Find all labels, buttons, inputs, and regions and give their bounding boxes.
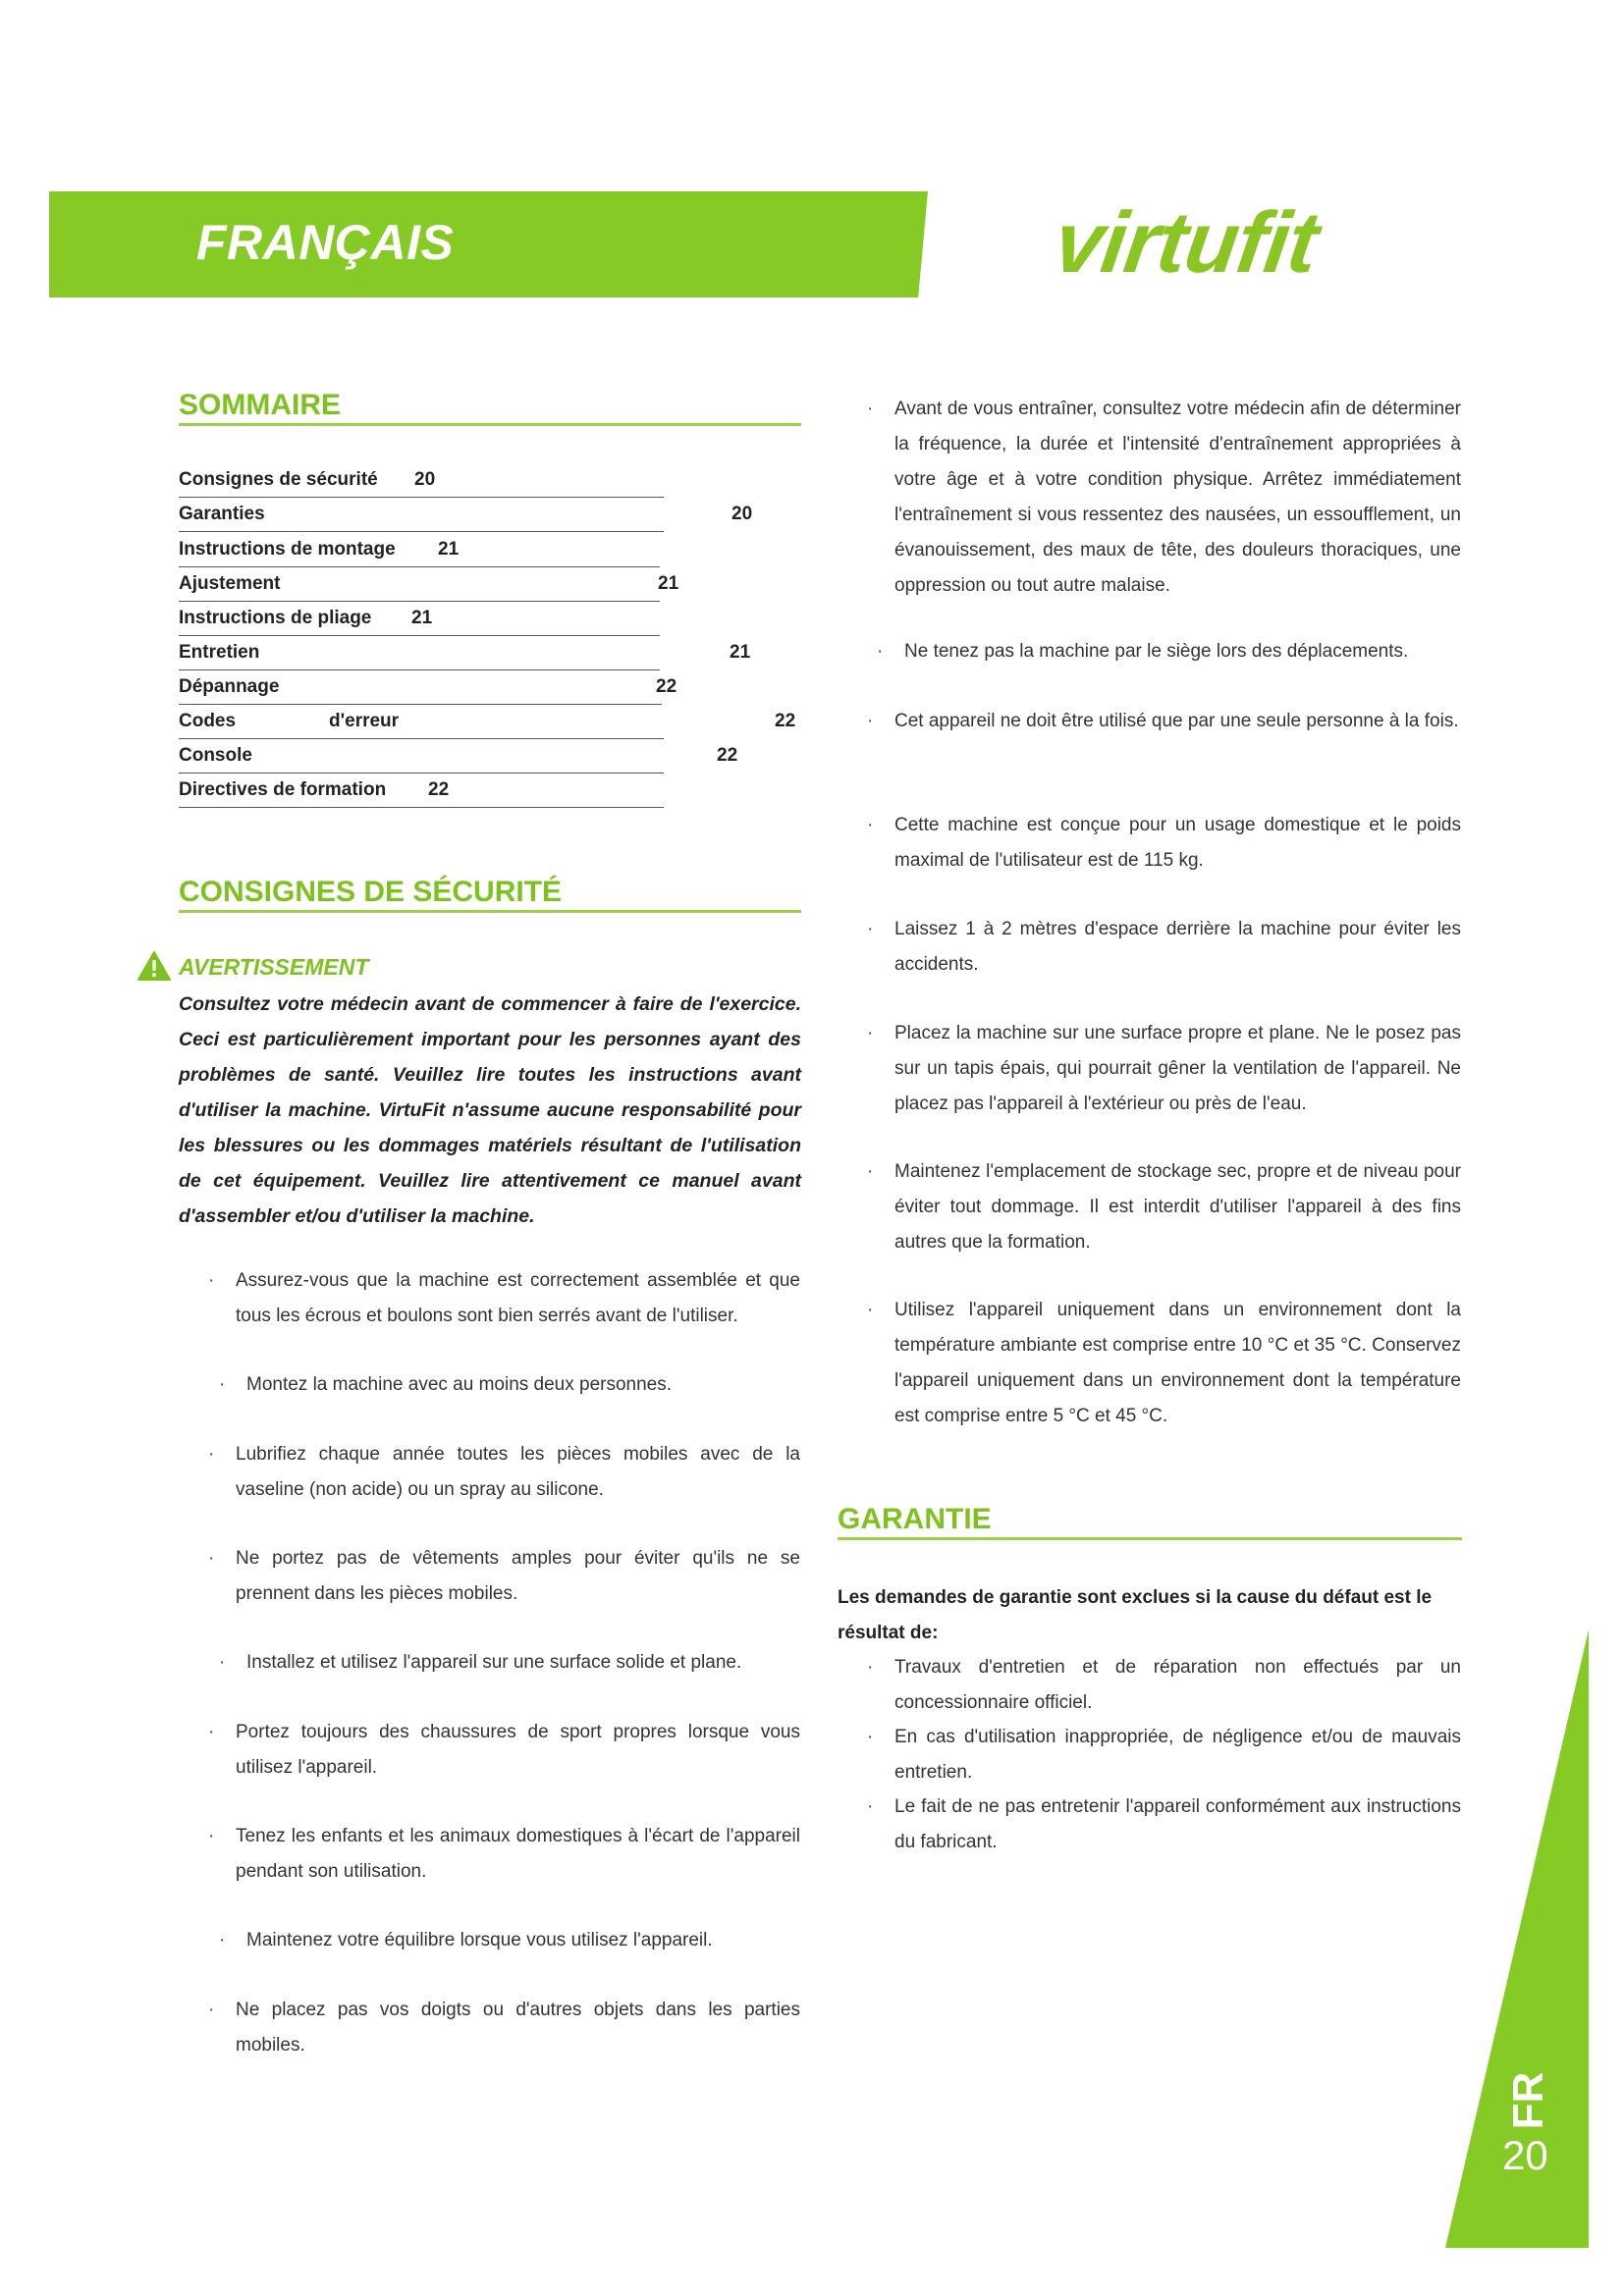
safety-bullet: · Ne portez pas de vêtements amples pour éviter qu'ils ne se prennent dans les pièces mobiles. [208,1548,800,1604]
toc-heading-rule [179,423,801,426]
warning-text: Consultez votre médecin avant de commencer à faire de l'exercice. Ceci est particulièrement important pour les personnes ayant des problèmes de santé. Veuillez lire toutes les instructions avant d'utiliser la machine. VirtuFit n'assume aucune responsabilité pour les blessures ou les dommages matériels résultant de l'utilisation de cet équipement. Veuillez lire attentivement ce manuel avant d'assembler et/ou d'utiliser la machine. [179,993,801,1227]
language-code: FR [1504,2071,1552,2130]
safety-bullet: · Maintenez l'emplacement de stockage sec, propre et de niveau pour éviter tout dommage. Il est interdit d'utiliser l'appareil à des fins autres que la formation. [867,1161,1461,1253]
safety-bullet: · Ne placez pas vos doigts ou d'autres objets dans les parties mobiles. [208,2000,800,2056]
warranty-heading: GARANTIE [838,1503,992,1535]
warranty-bullet: · Travaux d'entretien et de réparation non effectués par un concessionnaire officiel. [867,1657,1461,1713]
warranty-bullet: · En cas d'utilisation inappropriée, de négligence et/ou de mauvais entretien. [867,1727,1461,1783]
safety-bullet: · Avant de vous entraîner, consultez votre médecin afin de déterminer la fréquence, la durée et l'intensité d'entraînement appropriées à votre âge et à votre condition physique. Arrêtez immédiatement l'entraînement si vous ressentez des nausées, un essoufflement, un évanouissement, des maux de tête, des douleurs thoraciques, une oppression ou tout autre malaise. [867,399,1461,596]
brand-logo: virtufit [1049,193,1324,291]
safety-bullet: · Placez la machine sur une surface propre et plane. Ne le posez pas sur un tapis épais, qui pourrait gêner la ventilation de l'appareil. Ne placez pas l'appareil à l'extérieur ou près de l'eau. [867,1023,1461,1114]
safety-bullet: · Cette machine est conçue pour un usage domestique et le poids maximal de l'utilisateur est de 115 kg. [867,815,1461,871]
safety-bullet: · Maintenez votre équilibre lorsque vous utilisez l'appareil. [219,1930,713,1950]
safety-bullet: · Tenez les enfants et les animaux domestiques à l'écart de l'appareil pendant son utilisation. [208,1826,800,1882]
safety-heading: CONSIGNES DE SÉCURITÉ [179,876,563,908]
safety-bullet: · Ne tenez pas la machine par le siège lors des déplacements. [877,641,1409,662]
safety-bullet: · Installez et utilisez l'appareil sur une surface solide et plane. [219,1652,742,1673]
safety-bullet: · Lubrifiez chaque année toutes les pièces mobiles avec de la vaseline (non acide) ou un spray au silicone. [208,1444,800,1500]
warranty-intro: Les demandes de garantie sont exclues si la cause du défaut est le résultat de: [838,1587,1433,1643]
safety-bullet: · Portez toujours des chaussures de sport propres lorsque vous utilisez l'appareil. [208,1722,800,1778]
safety-bullet: · Laissez 1 à 2 mètres d'espace derrière la machine pour éviter les accidents. [867,919,1461,975]
safety-bullet: · Assurez-vous que la machine est correctement assemblée et que tous les écrous et boulons sont bien serrés avant de l'utiliser. [208,1270,800,1326]
warranty-heading-rule [838,1537,1462,1540]
safety-bullet: · Utilisez l'appareil uniquement dans un environnement dont la température ambiante est comprise entre 10 °C et 35 °C. Conservez l'appareil uniquement dans un environnement dont la température est comprise entre 5 °C et 45 °C. [867,1300,1461,1426]
toc-heading: SOMMAIRE [179,389,341,421]
safety-heading-rule [179,910,801,913]
language-title: FRANÇAIS [196,215,455,270]
page-number: 20 [1502,2132,1548,2178]
warning-title: AVERTISSEMENT [179,954,369,980]
safety-bullet: · Cet appareil ne doit être utilisé que par une seule personne à la fois. [867,711,1459,731]
safety-bullet: · Montez la machine avec au moins deux personnes. [219,1374,673,1395]
warning-triangle-icon [137,951,171,981]
warranty-bullet: · Le fait de ne pas entretenir l'appareil conformément aux instructions du fabricant. [867,1796,1461,1852]
header-banner [49,191,928,297]
